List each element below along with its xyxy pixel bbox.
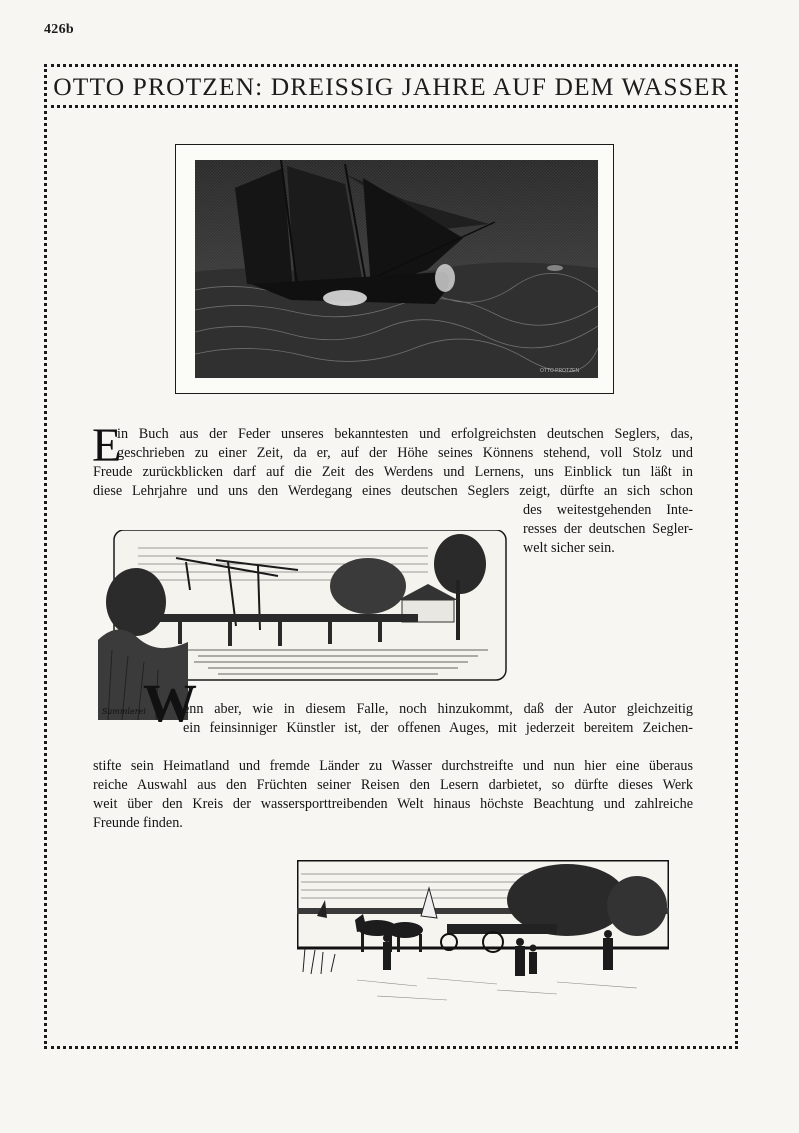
text-line: geschrieben zu einer Zeit, da er, auf der Höhe seines Könnens stehend, voll Stolz und <box>117 445 693 461</box>
text-line: diese Lehrjahre und uns den Werdegang eines deutschen Seglers zeigt, dürfte an sich schon <box>93 483 693 499</box>
bridge-signature: Sammlerei <box>102 707 146 716</box>
dropcap-e: E <box>92 419 122 472</box>
page-title: OTTO PROTZEN: DREISSIG JAHRE AUF DEM WASSER <box>53 72 729 101</box>
text-line: stifte sein Heimatland und fremde Länder zu Wasser durchstreifte und nun hier eine überaus <box>93 758 693 774</box>
paragraph-1-continuation <box>523 501 693 558</box>
text-line: enn aber, wie in diesem Falle, noch hinzukommt, daß der Autor gleichzeitig <box>183 701 693 717</box>
text-line: ein feinsinniger Künstler ist, der offenen Auges, mit jederzeit bereitem Zeichen- <box>183 720 693 736</box>
text-line: in Buch aus der Feder unseres bekanntesten und erfolgreichsten deutschen Seglers, das, <box>117 426 693 442</box>
sailboat-signature: OTTO PROTZEN <box>540 368 580 374</box>
dropcap-w: W <box>143 673 197 733</box>
title-divider <box>44 105 738 108</box>
text-line: weit über den Kreis der wassersporttreibenden Welt hinaus höchste Beachtung und zahlreiche <box>93 796 693 812</box>
page-number: 426b <box>44 22 74 37</box>
text-line: resses der deutschen Segler- <box>523 521 693 537</box>
paragraph-2-rest <box>93 757 693 833</box>
paragraph-1 <box>93 425 693 501</box>
text-line: Freude zurückblicken darf auf die Zeit des Werdens und Lernens, uns Einblick tun läßt in <box>93 464 693 480</box>
horse-cart-illustration <box>297 860 669 1010</box>
paragraph-2 <box>183 700 693 738</box>
text-line: reiche Auswahl aus den Früchten seiner Reisen den Lesern darbietet, so dürfte dieses Werk <box>93 777 693 793</box>
sailboat-illustration <box>195 160 598 378</box>
text-line: Freunde finden. <box>93 815 183 831</box>
text-line: welt sicher sein. <box>523 540 615 556</box>
text-line: des weitestgehenden Inte- <box>523 502 693 518</box>
